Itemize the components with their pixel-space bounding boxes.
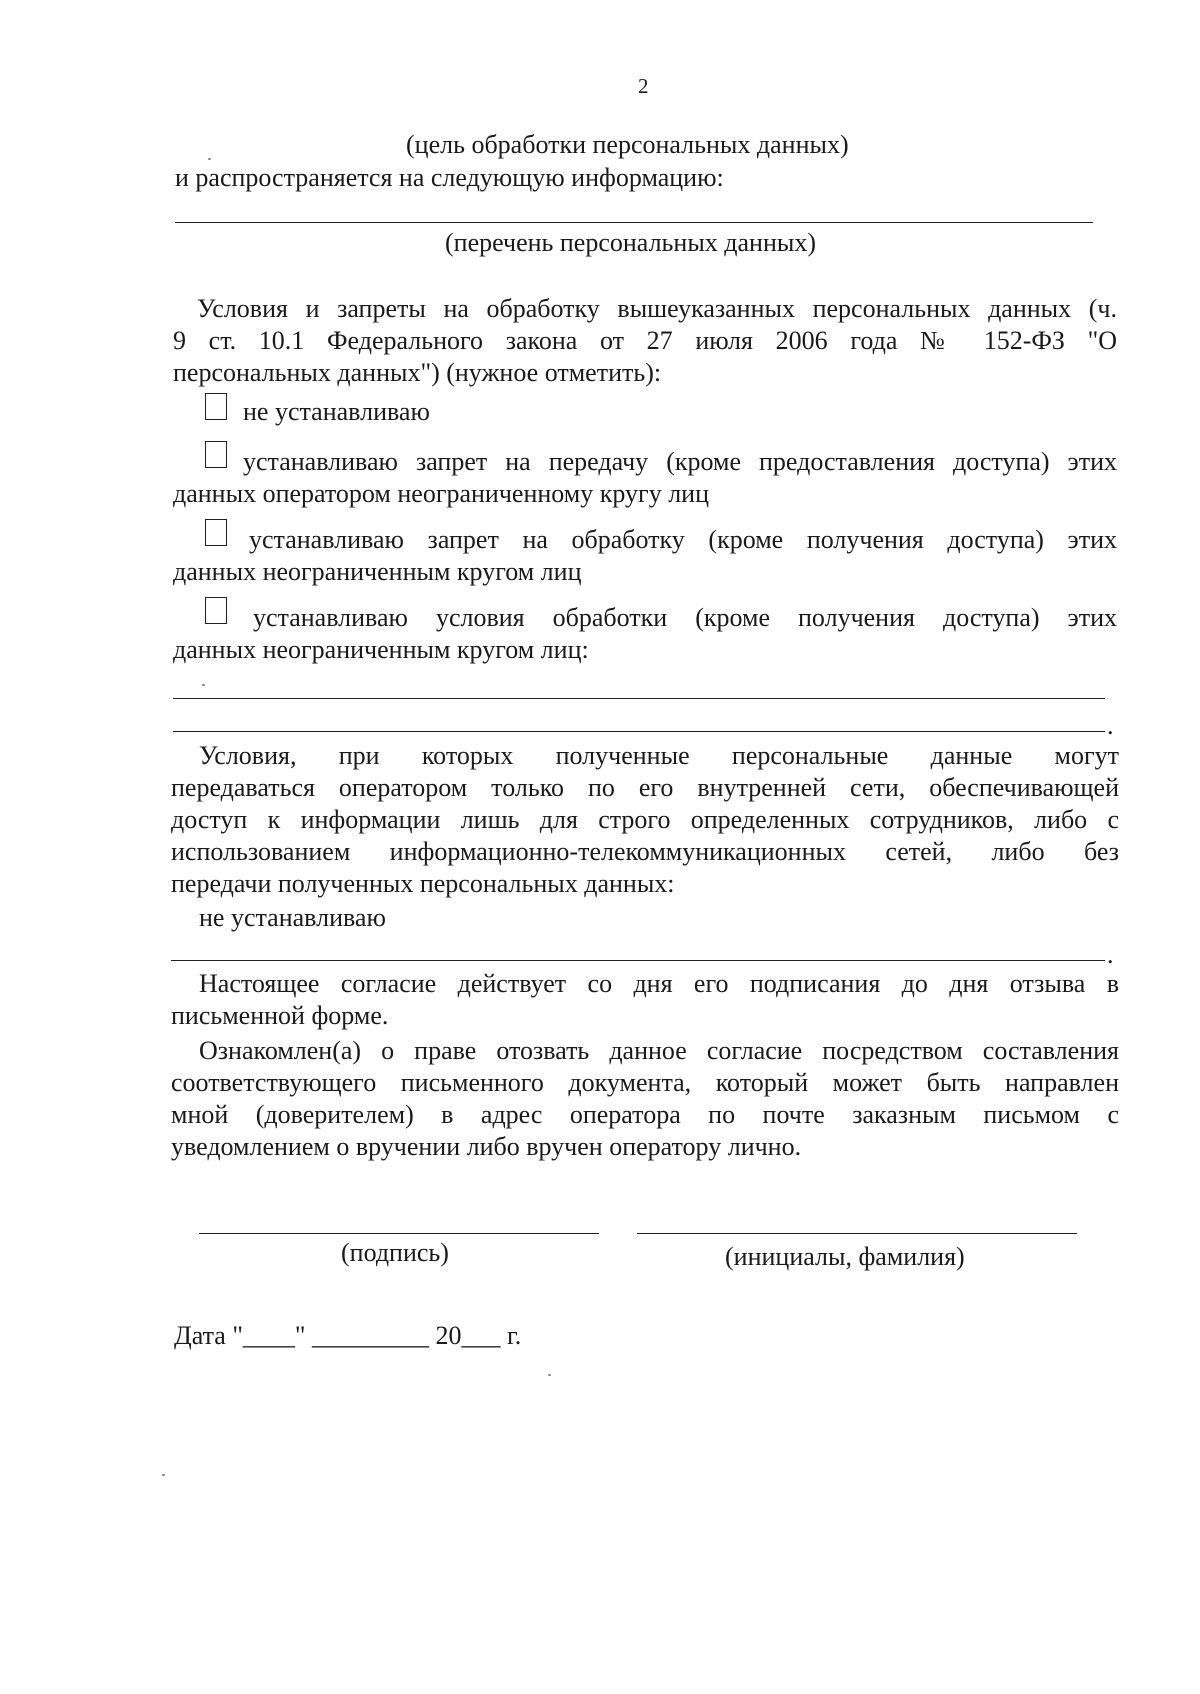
transfer-line-1: Условия, при которых полученные персональные данные могут xyxy=(199,741,1119,770)
page-number: 2 xyxy=(638,74,649,98)
signature-field[interactable] xyxy=(199,1233,599,1234)
scan-speck xyxy=(202,684,205,686)
option-processing-ban-line-2: данных неограниченным кругом лиц xyxy=(173,557,582,586)
transfer-line-4: использованием информационно-телекоммуникационных сетей, либо без xyxy=(171,837,1119,866)
conditions-paragraph xyxy=(173,293,1117,389)
scan-speck xyxy=(548,1374,551,1376)
option-transfer-ban-line-1: устанавливаю запрет на передачу (кроме предоставления доступа) этих xyxy=(243,447,1117,476)
name-caption: (инициалы, фамилия) xyxy=(725,1242,965,1271)
revocation-paragraph xyxy=(171,1035,1119,1163)
transfer-line-3: доступ к информации лишь для строго определенных сотрудников, либо с xyxy=(171,805,1119,834)
signature-caption: (подпись) xyxy=(341,1238,449,1267)
option-transfer-ban-line-2: данных оператором неограниченному кругу лиц xyxy=(173,479,710,508)
conditions-line-2: 9 ст. 10.1 Федерального закона от 27 июля 2006 года № 152-ФЗ "О xyxy=(173,326,1117,355)
conditions-line-1: Условия и запреты на обработку вышеуказанных персональных данных (ч. xyxy=(197,294,1117,323)
purpose-caption: (цель обработки персональных данных) xyxy=(406,130,849,159)
date-line[interactable]: Дата "____" _________ 20___ г. xyxy=(174,1321,522,1350)
revocation-line-1: Ознакомлен(а) о праве отозвать данное согласие посредством составления xyxy=(199,1036,1119,1065)
applies-line: и распространяется на следующую информацию: xyxy=(175,163,724,192)
revocation-line-3: мной (доверителем) в адрес оператора по почте заказным письмом с xyxy=(171,1100,1119,1129)
transfer-paragraph xyxy=(171,740,1119,900)
scan-speck xyxy=(162,1474,165,1476)
processing-conditions-field-1[interactable] xyxy=(173,698,1105,699)
line-end-dot: . xyxy=(1107,711,1114,740)
line-end-dot: . xyxy=(1107,940,1114,969)
scan-speck xyxy=(208,158,211,160)
validity-paragraph xyxy=(171,968,1119,1032)
transfer-line-2: передаваться оператором только по его внутренней сети, обеспечивающей xyxy=(171,773,1119,802)
revocation-line-4: уведомлением о вручении либо вручен оператору лично. xyxy=(171,1132,802,1161)
option-processing-conditions xyxy=(173,602,1117,666)
list-caption: (перечень персональных данных) xyxy=(445,228,817,257)
option-processing-conditions-line-1: устанавливаю условия обработки (кроме получения доступа) этих xyxy=(253,603,1117,632)
name-field[interactable] xyxy=(637,1233,1077,1234)
processing-conditions-field-2[interactable] xyxy=(173,731,1105,732)
validity-line-1: Настоящее согласие действует со дня его подписания до дня отзыва в xyxy=(199,969,1119,998)
transfer-line-5: передачи полученных персональных данных: xyxy=(171,869,675,898)
option-transfer-ban xyxy=(173,446,1117,510)
personal-data-list-field[interactable] xyxy=(175,222,1093,223)
revocation-line-2: соответствующего письменного документа, который может быть направлен xyxy=(171,1068,1119,1097)
option-processing-conditions-line-2: данных неограниченным кругом лиц: xyxy=(173,635,589,664)
option-processing-ban-line-1: устанавливаю запрет на обработку (кроме получения доступа) этих xyxy=(249,525,1117,554)
option-processing-ban xyxy=(173,524,1117,588)
checkbox-no-conditions[interactable] xyxy=(205,393,227,420)
transfer-conditions-field[interactable] xyxy=(171,960,1105,961)
validity-line-2: письменной форме. xyxy=(171,1001,389,1030)
conditions-line-3: персональных данных") (нужное отметить): xyxy=(173,358,662,387)
option-no-conditions-label: не устанавливаю xyxy=(243,397,430,426)
transfer-answer: не устанавливаю xyxy=(199,903,386,932)
